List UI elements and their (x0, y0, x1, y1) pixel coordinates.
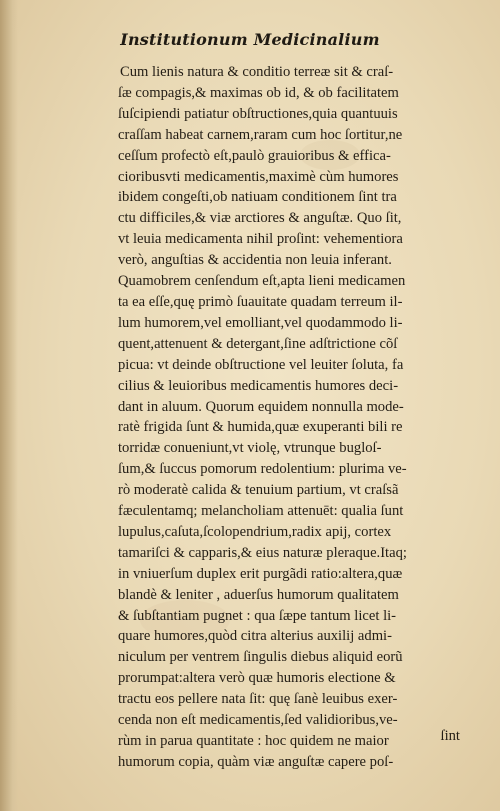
text-line: dant in aluum. Quorum equidem nonnulla mode- (118, 398, 404, 415)
text-line: ta ea eſſe,quę primò ſuauitate quadam terreum il- (118, 293, 403, 310)
text-line: lupulus,caſuta,ſcolopendrium,radix apij, cortex (118, 523, 392, 540)
text-line: cioribusvti medicamentis,maximè cùm humores (118, 168, 399, 185)
text-line: rò moderatè calida & tenuium partium, vt craſsã (118, 482, 399, 499)
text-line: fæculentamq; melancholiam attenuēt: qualia ſunt (118, 503, 404, 520)
text-line: cilius & leuioribus medicamentis humores deci- (118, 377, 399, 394)
running-header: Institutionum Medicinalium (120, 30, 380, 49)
text-line: humorum copia, quàm viæ anguſtæ capere poſ- (118, 753, 394, 770)
text-line: ibidem congeſti,ob natiuam conditionem ſint tra (118, 189, 397, 206)
text-line: ceſſum profectò eſt,paulò grauioribus & effica- (118, 147, 391, 164)
text-line: ſum,& ſuccus pomorum redolentium: plurima ve- (118, 461, 407, 478)
text-line: niculum per ventrem ſingulis diebus aliquid eorũ (118, 649, 403, 666)
page-gutter-shadow (0, 0, 18, 811)
text-line: tamariſci & capparis,& eius naturæ pleraque.Itaq; (118, 544, 407, 561)
text-line: verò, anguſtias & accidentia non leuia inferant. (118, 252, 392, 269)
text-line: prorumpat:altera verò quæ humoris electione & (118, 670, 396, 687)
text-line: cenda non eſt medicamentis,ſed validioribus,ve- (118, 712, 398, 729)
text-line: picua: vt deinde obſtructione vel leuiter ſoluta, fa (118, 356, 404, 373)
text-line: ctu difficiles,& viæ arctiores & anguſtæ. Quo ſit, (118, 210, 402, 227)
text-line: blandè & leniter , aduerſus humorum qualitatem (118, 586, 399, 603)
text-line: rùm in parua quantitate : hoc quidem ne maior (118, 733, 389, 749)
text-line: craſſam habeat carnem,raram cum hoc ſortitur,ne (118, 126, 403, 143)
text-line: & ſubſtantiam pugnet : qua ſæpe tantum licet li- (118, 607, 397, 624)
text-line: ſæ compagis,& maximas ob id, & ob facilitatem (118, 84, 399, 101)
text-line: quare humores,quòd citra alterius auxilij admi- (118, 628, 392, 645)
text-line: lum humorem,vel emolliant,vel quodammodo li- (118, 314, 403, 331)
text-line: quent,attenuent & detergant,ſine adſtrictione cõſ (118, 335, 398, 352)
text-line: ſuſcipiendi patiatur obſtructiones,quia quantuuis (118, 105, 398, 122)
text-line: tractu eos pellere nata ſit: quę ſanè leuibus exer- (118, 691, 398, 708)
text-line: in vniuerſum duplex erit purgãdi ratio:altera,quæ (118, 565, 403, 582)
text-line: torridæ conueniunt,vt violę, vtrunque bugloſ- (118, 440, 382, 457)
text-line: Quamobrem cenſendum eſt,apta lieni medicamen (118, 273, 406, 290)
text-line: ratè frigida ſunt & humida,quæ exuperanti bili re (118, 419, 403, 436)
text-line: Cum lienis natura & conditio terreæ sit & craſ- (120, 64, 394, 80)
text-line: vt leuia medicamenta nihil proſint: vehementiora (118, 231, 403, 248)
catchword: ſint (440, 728, 460, 744)
body-text (118, 62, 463, 773)
